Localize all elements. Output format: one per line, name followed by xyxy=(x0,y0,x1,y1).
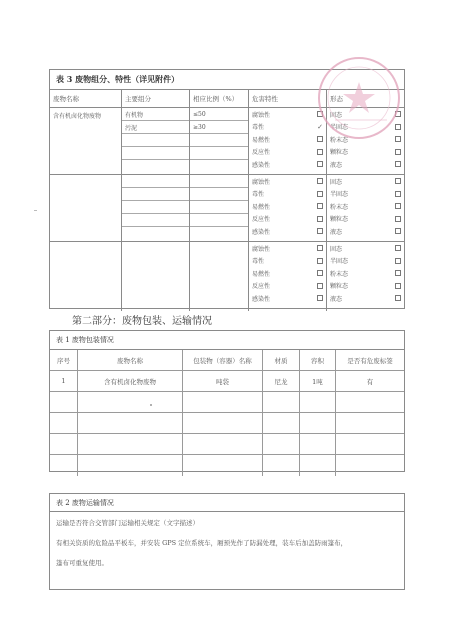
hazard-item[interactable]: 毒性 xyxy=(249,255,326,268)
cell: 1 xyxy=(50,371,78,391)
hazard-item[interactable]: 感染性 xyxy=(249,158,326,171)
cell xyxy=(183,455,263,476)
ratio-cell: ≤50 xyxy=(190,108,248,121)
waste-name-cell xyxy=(50,242,122,311)
cell xyxy=(336,392,404,412)
checkbox-icon[interactable] xyxy=(395,178,401,184)
state-item[interactable]: 粉末态 xyxy=(327,267,404,280)
table1-caption: 表 1 废物包装情况 xyxy=(50,331,404,350)
component-cell xyxy=(122,201,189,214)
checkbox-icon[interactable] xyxy=(317,191,323,197)
hazard-item[interactable]: 感染性 xyxy=(249,225,326,238)
checkbox-icon[interactable] xyxy=(317,270,323,276)
hazard-column xyxy=(249,242,327,311)
hazard-item[interactable]: 毒性 xyxy=(249,188,326,201)
table3-header-row xyxy=(50,90,404,108)
table3-header-ratio: 相应比例（%） xyxy=(190,90,249,107)
cell xyxy=(50,455,78,476)
checkbox-icon[interactable] xyxy=(317,136,323,142)
checkbox-icon[interactable] xyxy=(395,258,401,264)
hazard-item[interactable]: 腐蚀性 xyxy=(249,242,326,255)
component-cell xyxy=(122,160,189,173)
cell xyxy=(78,434,183,454)
ratio-cell xyxy=(190,175,248,188)
state-item[interactable]: 颗粒态 xyxy=(327,213,404,226)
ratio-column xyxy=(190,242,249,311)
transport-description: 有相关资质的危险品平板车，并安装 GPS 定位系统车，厢预先作了防漏处理，装车后加盖防雨篷布， xyxy=(56,538,348,547)
table3-header-state: 形态 xyxy=(330,95,343,103)
checkbox-icon[interactable] xyxy=(395,270,401,276)
cell: 含有机卤化物废物 xyxy=(78,371,183,391)
checkbox-icon[interactable] xyxy=(317,161,323,167)
state-item[interactable]: 颗粒态 xyxy=(327,280,404,293)
scan-speck xyxy=(34,210,37,211)
component-cell xyxy=(122,147,189,160)
cell: 吨袋 xyxy=(183,371,263,391)
checkmark-icon[interactable]: ✓ xyxy=(317,122,323,131)
scan-speck xyxy=(150,404,152,406)
section-title: 第二部分：废物包装、运输情况 xyxy=(72,316,212,327)
hazard-item[interactable]: 毒性 ✓ xyxy=(252,122,323,132)
cell xyxy=(50,413,78,433)
ratio-cell xyxy=(190,147,248,160)
ratio-cell xyxy=(190,214,248,227)
checkbox-icon[interactable] xyxy=(317,178,323,184)
hazard-item[interactable]: 反应性 xyxy=(249,213,326,226)
state-item[interactable]: 固态 xyxy=(327,175,404,188)
checkbox-icon[interactable] xyxy=(395,283,401,289)
checkbox-icon[interactable] xyxy=(317,111,323,117)
table-row xyxy=(50,392,404,413)
checkbox-icon[interactable] xyxy=(395,295,401,301)
component-cell: 污泥 xyxy=(122,121,189,134)
state-item[interactable]: 固态 xyxy=(327,108,404,121)
checkbox-icon[interactable] xyxy=(395,136,401,142)
table3-header-component: 主要组分 xyxy=(122,90,190,107)
cell xyxy=(183,434,263,454)
checkbox-icon[interactable] xyxy=(395,216,401,222)
state-column xyxy=(327,242,404,311)
component-cell xyxy=(122,188,189,201)
checkbox-icon[interactable] xyxy=(395,111,401,117)
ratio-cell xyxy=(190,134,248,147)
checkbox-icon[interactable] xyxy=(317,216,323,222)
header-cell: 废物名称 xyxy=(78,350,183,370)
cell: 1吨 xyxy=(300,371,336,391)
table1-header-row xyxy=(50,350,404,371)
cell xyxy=(263,455,300,476)
cell xyxy=(300,413,336,433)
checkbox-icon[interactable] xyxy=(317,245,323,251)
table-row xyxy=(50,455,404,476)
hazard-item[interactable]: 感染性 xyxy=(249,292,326,305)
component-cell xyxy=(122,214,189,227)
transport-description: 篷布可重复使用。 xyxy=(56,558,108,567)
state-item[interactable]: 粉末态 xyxy=(327,200,404,213)
table3-group xyxy=(50,175,404,242)
table-waste-packaging xyxy=(49,330,405,472)
component-column xyxy=(122,108,190,174)
checkbox-icon[interactable] xyxy=(317,295,323,301)
state-item[interactable]: 液态 xyxy=(327,225,404,238)
checkbox-icon[interactable] xyxy=(395,191,401,197)
cell xyxy=(263,392,300,412)
state-item[interactable]: 液态 xyxy=(327,158,404,171)
ratio-cell xyxy=(190,227,248,240)
cell xyxy=(336,413,404,433)
state-item[interactable]: 粉末态 xyxy=(327,133,404,146)
table-row xyxy=(50,371,404,392)
state-item[interactable]: 半固态 xyxy=(327,121,404,134)
cell xyxy=(263,434,300,454)
header-cell: 容积 xyxy=(300,350,336,370)
cell xyxy=(78,455,183,476)
ratio-cell xyxy=(190,201,248,214)
checkbox-icon[interactable] xyxy=(395,149,401,155)
checkbox-icon[interactable] xyxy=(317,149,323,155)
cell xyxy=(336,455,404,476)
hazard-item[interactable]: 腐蚀性 xyxy=(249,108,326,121)
hazard-item[interactable]: 易燃性 xyxy=(249,200,326,213)
waste-name-cell: 含有机卤化物废物 xyxy=(50,108,122,174)
waste-name-cell xyxy=(50,175,122,241)
cell xyxy=(78,392,183,412)
header-cell: 包装物（容器）名称 xyxy=(183,350,263,370)
table3-header-hazard: 危害特性 xyxy=(249,90,327,107)
component-cell: 有机物 xyxy=(122,108,189,121)
table3-header-name: 废物名称 xyxy=(50,90,122,107)
state-item[interactable]: 固态 xyxy=(327,242,404,255)
cell xyxy=(183,413,263,433)
checkbox-icon[interactable] xyxy=(317,203,323,209)
checkbox-icon[interactable] xyxy=(395,124,401,130)
ratio-cell: ≥30 xyxy=(190,121,248,134)
cell: 有 xyxy=(366,377,374,386)
ratio-cell xyxy=(190,188,248,201)
component-cell xyxy=(122,175,189,188)
checkbox-icon[interactable] xyxy=(317,228,323,234)
cell xyxy=(336,434,404,454)
ratio-column xyxy=(190,175,249,241)
checkbox-icon[interactable] xyxy=(395,228,401,234)
component-cell xyxy=(122,227,189,240)
state-item[interactable]: 半固态 xyxy=(327,255,404,268)
checkbox-icon[interactable] xyxy=(395,245,401,251)
table2-caption: 表 2 废物运输情况 xyxy=(50,494,404,512)
checkbox-icon[interactable] xyxy=(317,283,323,289)
hazard-item[interactable]: 腐蚀性 xyxy=(249,175,326,188)
cell xyxy=(263,413,300,433)
table-row xyxy=(50,434,404,455)
state-item[interactable]: 半固态 xyxy=(327,188,404,201)
table-waste-composition xyxy=(49,69,405,309)
component-cell xyxy=(122,134,189,147)
checkbox-icon[interactable] xyxy=(395,203,401,209)
hazard-column xyxy=(249,108,327,174)
transport-question: 运输是否符合交管部门运输相关规定（文字描述） xyxy=(56,518,199,527)
hazard-item[interactable]: 易燃性 xyxy=(249,267,326,280)
cell xyxy=(50,434,78,454)
state-item[interactable]: 液态 xyxy=(327,292,404,305)
state-column xyxy=(327,108,404,174)
ratio-column xyxy=(190,108,249,174)
hazard-item[interactable]: 反应性 xyxy=(249,280,326,293)
component-column xyxy=(122,242,190,311)
cell xyxy=(78,413,183,433)
cell xyxy=(300,455,336,476)
table-row xyxy=(50,413,404,434)
cell xyxy=(300,434,336,454)
component-column xyxy=(122,175,190,241)
ratio-cell xyxy=(190,160,248,173)
state-item[interactable]: 颗粒态 xyxy=(327,146,404,159)
cell xyxy=(183,392,263,412)
cell: 尼龙 xyxy=(263,371,300,391)
hazard-item[interactable]: 易燃性 xyxy=(249,133,326,146)
table3-group xyxy=(50,242,404,311)
checkbox-icon[interactable] xyxy=(395,161,401,167)
cell xyxy=(50,392,78,412)
hazard-column xyxy=(249,175,327,241)
table-waste-transport xyxy=(49,493,405,590)
header-cell: 序号 xyxy=(50,350,78,370)
header-cell: 是否有危废标签 xyxy=(347,356,393,365)
hazard-item[interactable]: 反应性 xyxy=(249,146,326,159)
checkbox-icon[interactable] xyxy=(317,258,323,264)
table3-group xyxy=(50,108,404,175)
cell xyxy=(300,392,336,412)
state-column xyxy=(327,175,404,241)
header-cell: 材质 xyxy=(263,350,300,370)
table3-caption: 表 3 废物组分、特性（详见附件） xyxy=(50,70,404,90)
